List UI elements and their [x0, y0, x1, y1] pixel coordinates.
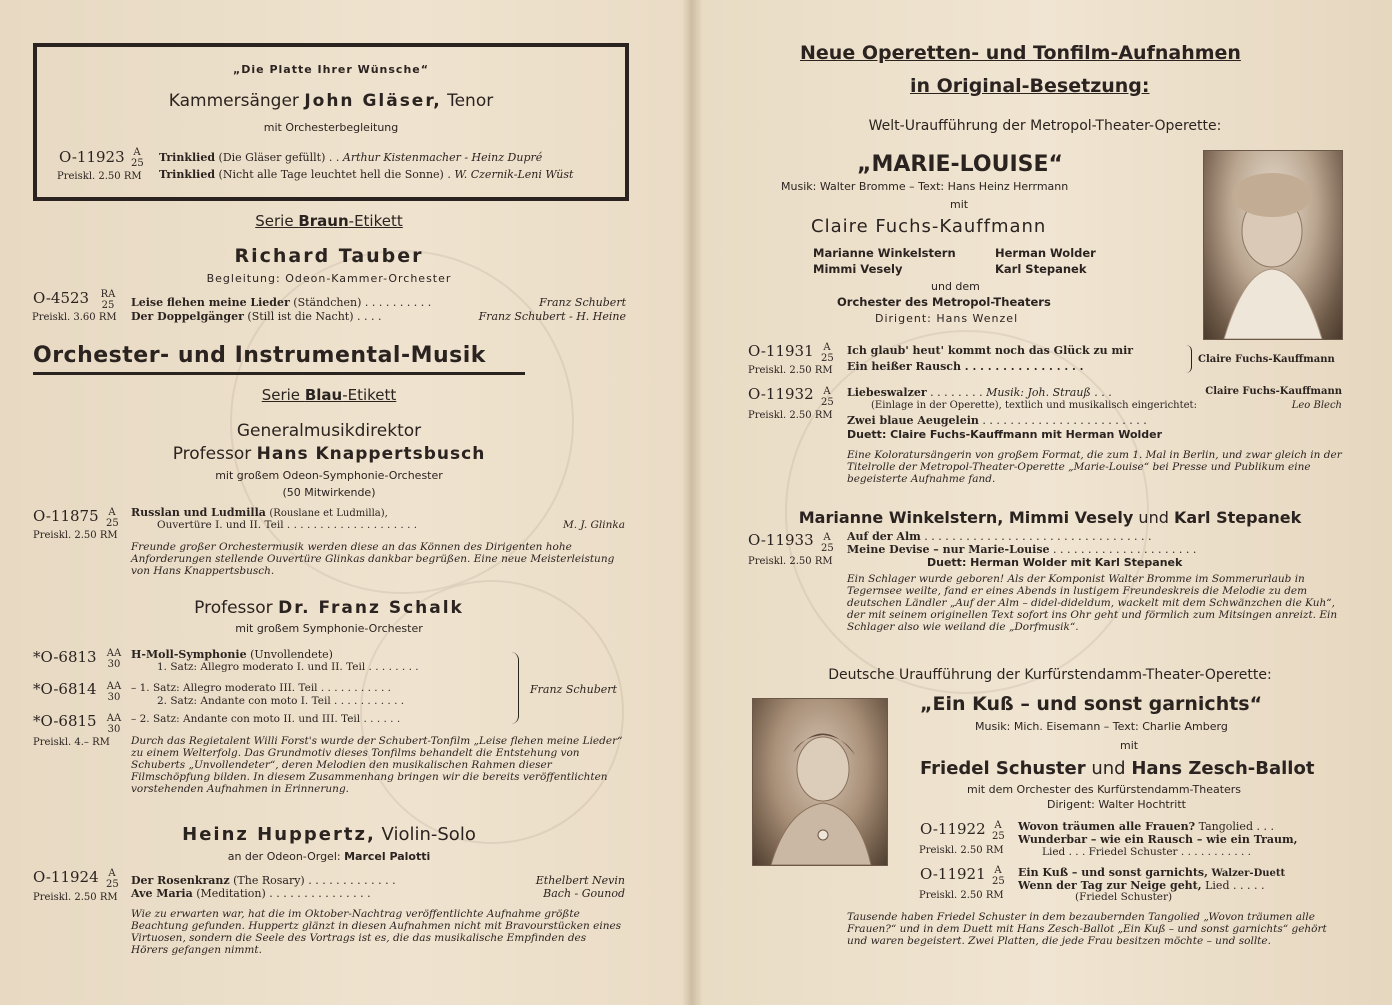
operetta-title-2: „Ein Kuß – und sonst garnichts“: [920, 693, 1263, 715]
und: und: [1091, 758, 1126, 779]
artist-suffix: Tenor: [447, 91, 494, 111]
track-title: Leise flehen meine Lieder: [131, 296, 290, 309]
schalk-name-line: [33, 598, 625, 618]
ek-description: Tausende haben Friedel Schuster in dem bezaubernden Tangolied „Wovon träumen alle Frauen?“ und in dem Duett mit Hans Zesch-Ballot „Ein Kuß – und sonst garnichts“ gehört und waren begeistert. Zwei Platten, die jede Frau besitzen möchte – und sollte.: [847, 911, 1327, 947]
organist-name: Marcel Palotti: [344, 850, 431, 863]
cast-2a: Mimmi Vesely: [813, 262, 903, 276]
track-title: Ein Kuß – und sonst garnichts,: [1018, 866, 1208, 879]
trio-name-last: Karl Stepanek: [1173, 508, 1302, 527]
track-title: Auf der Alm: [847, 530, 921, 543]
serie-prefix: Serie: [255, 212, 294, 230]
serie-suffix: -Etikett: [342, 386, 397, 404]
section-title: Orchester- und Instrumental-Musik: [33, 343, 525, 375]
label-code: A 25: [106, 507, 119, 529]
track-title: Trinklied: [159, 168, 216, 181]
portrait-illustration: [1204, 151, 1342, 339]
track-1: [1018, 866, 1285, 879]
huppertz-description: Wie zu erwarten war, hat die im Oktober-Nachtrag veröffentlichte Aufnahme größte Beachtung gefunden. Huppertz glänzt in diesen Aufnahmen nicht mit Bravourstücken eines Virtuosen, sondern die Seele des Vortrags ist es, die das musikalische Empfinden des Hörers gefangen nimmt.: [131, 908, 622, 956]
track-1: [1018, 820, 1274, 833]
catalog-number: O-11921: [920, 865, 986, 883]
operetta-title: „MARIE-LOUISE“: [857, 152, 1063, 177]
track-note: (The Rosary) . . . . . . . . . . . . .: [233, 874, 396, 887]
track-composer: Musik: Joh. Strauß . . .: [986, 386, 1112, 399]
track-1: [131, 506, 388, 519]
trio-names: Marianne Winkelstern, Mimmi Vesely: [798, 508, 1134, 527]
track-composer: Franz Schubert: [539, 296, 626, 309]
track-artist: Claire Fuchs-Kauffmann: [1198, 354, 1335, 365]
label-code: AA 30: [106, 713, 122, 735]
track-title: Ein heißer Rausch . . . . . . . . . . . . . . . .: [847, 360, 1084, 373]
duet-line: Duett: Herman Wolder mit Karl Stepanek: [927, 556, 1183, 569]
catalog-number: O-11931: [748, 342, 814, 360]
price-class: Preiskl. 2.50 RM: [33, 530, 118, 541]
und-dem: und dem: [931, 280, 980, 293]
intro-line-2: Deutsche Uraufführung der Kurfürstendamm-Theater-Operette:: [828, 667, 1272, 683]
operetta-orchestra-2: mit dem Orchester des Kurfürstendamm-Theaters: [967, 783, 1242, 796]
name-prefix: Professor: [194, 598, 273, 618]
arranger-name: Leo Blech: [1291, 400, 1342, 411]
serie-color: Blau: [304, 386, 343, 404]
artist-name: John Gläser,: [304, 91, 442, 111]
track-2-line2: (Friedel Schuster): [1075, 891, 1173, 903]
track-composer: Franz Schubert - H. Heine: [478, 310, 626, 323]
catalog-number: O-11923: [59, 148, 125, 166]
intro-line: Welt-Uraufführung der Metropol-Theater-Operette:: [868, 118, 1222, 134]
portrait-illustration: [753, 699, 887, 865]
star-name-2: Hans Zesch-Ballot: [1131, 758, 1315, 779]
box-title: „Die Platte Ihrer Wünsche“: [233, 63, 429, 76]
serie-color: Braun: [298, 212, 349, 230]
knapp-name-line: [33, 444, 625, 464]
schalk-track-2-line2: 2. Satz: Andante con moto I. Teil . . . . . . . . . . .: [157, 695, 405, 707]
catalog-number: O-11933: [748, 531, 814, 549]
catalog-number: O-11932: [748, 385, 814, 403]
serie-braun-heading: [33, 212, 625, 230]
background-illustration-2: [360, 580, 624, 844]
serie-blau-heading: [33, 386, 625, 404]
track-1-note: [871, 400, 1342, 411]
cast-1b: Herman Wolder: [995, 246, 1096, 260]
wish-record-box: [33, 43, 629, 201]
claire-description: Eine Koloratursängerin von großem Format, die zum 1. Mal in Berlin, und zwar gleich in der Titelrolle der Metropol-Theater-Operette „Marie-Louise“ bei Presse und Publikum eine begeisterte Aufnahme fand.: [847, 449, 1342, 485]
track-note: Lied . . . . .: [1205, 879, 1265, 892]
label-code: A 25: [992, 865, 1005, 887]
schalk-description: Durch das Regietalent Willi Forst's wurde der Schubert-Tonfilm „Leise flehen meine Lieder“ zu einem Welterfolg. Das Grundmotiv dieses Tonfilms behandelt die Entstehung von Schuberts „Unvollendeter“, deren Melodien den musikalischen Rahmen dieser Filmschöpfung bilden. In diesem Zusammenhang bringen wir die bereits veröffentlichten vorstehenden Aufnahmen in Erinnerung.: [131, 735, 623, 795]
track-dots: . . . . . . . . . . . . . . . . . . . . . . . . . . . . . . . . .: [924, 530, 1152, 543]
mit-text-2: mit: [1120, 739, 1139, 752]
price-class: Preiskl. 2.50 RM: [748, 556, 833, 567]
track-title: Ave Maria: [131, 887, 193, 900]
trio-heading: [755, 508, 1345, 527]
track-title: Russlan und Ludmilla: [131, 506, 266, 519]
portrait-friedel-schuster: [752, 698, 888, 866]
und: und: [1138, 508, 1169, 527]
track-note: (Ständchen) . . . . . . . . . .: [293, 296, 432, 309]
trio-description: Ein Schlager wurde geboren! Als der Komponist Walter Bromme im Sommerurlaub in Tegernsee weilte, fand er eines Abends in lustigem Freundeskreis die Melodie zu dem deutschen Ländler „Auf der Alm – didel-dideldum, wackelt mit dem Schwänzchen die Kuh“, der mit seinem originellen Text sofort ins Ohr geht und förmlich zum Mitsingen anreizt. Ein Schlager also wie weiland die „Dorfmusik“.: [847, 573, 1338, 633]
price-class: Preiskl. 2.50 RM: [919, 845, 1004, 856]
page-heading-1: Neue Operetten- und Tonfilm-Aufnahmen: [800, 42, 1241, 64]
track-dots: . . . . . . . . . . . . . . . . . . . . . . . .: [982, 414, 1147, 427]
right-page: [695, 0, 1392, 1005]
track-composer: Arthur Kistenmacher - Heinz Dupré: [342, 151, 543, 164]
star-name-1: Friedel Schuster: [920, 758, 1086, 779]
price-class: Preiskl. 2.50 RM: [33, 892, 118, 903]
conductor-line-2: Dirigent: Walter Hochtritt: [1047, 798, 1186, 811]
track-title: Zwei blaue Aeugelein: [847, 414, 979, 427]
price-class: Preiskl. 3.60 RM: [32, 312, 117, 323]
track-2: [131, 887, 625, 900]
knapp-title: Generalmusikdirektor: [236, 421, 422, 441]
star-name: Claire Fuchs-Kauffmann: [811, 216, 1047, 237]
track-title: Wenn der Tag zur Neige geht,: [1018, 879, 1202, 892]
track-1-line2: [157, 519, 625, 531]
label-code: AA 30: [106, 648, 122, 670]
track-title: Liebeswalzer: [847, 386, 927, 399]
label-code: A 25: [821, 386, 834, 408]
conductor-name: Hans Knappertsbusch: [256, 444, 486, 464]
knapp-description: Freunde großer Orchestermusik werden diese an das Können des Dirigenten hohe Anforderungen stellende Ouvertüre Glinkas dankbar begrüßen. Eine neue Meisterleistung von Hans Knappertsbusch.: [131, 541, 615, 577]
track-note: (Rouslane et Ludmilla),: [269, 508, 388, 519]
label-code: RA 25: [100, 289, 116, 311]
track-dots: . . . . . . . . . . . . . . . . . . . . .: [1053, 543, 1197, 556]
track-1: [159, 151, 542, 164]
tauber-accomp: Begleitung: Odeon-Kammer-Orchester: [206, 272, 452, 285]
catalog-number: *O-6815: [33, 712, 97, 730]
tauber-name: Richard Tauber: [234, 245, 424, 267]
track-title: Der Doppelgänger: [131, 310, 244, 323]
track-2-line2: Lied . . . Friedel Schuster . . . . . . . . . . .: [1042, 846, 1252, 858]
schalk-composer: Franz Schubert: [530, 683, 617, 696]
brace: [510, 652, 519, 724]
price-class: Preiskl. 2.50 RM: [57, 171, 142, 182]
track-2: [159, 168, 573, 181]
label-code: AA 30: [106, 681, 122, 703]
knapp-orchestra: mit großem Odeon-Symphonie-Orchester: [215, 469, 443, 482]
track-1: Ich glaub' heut' kommt noch das Glück zu mir: [847, 344, 1134, 357]
huppertz-accomp: [33, 850, 625, 863]
portrait-claire-fuchs-kauffmann: [1203, 150, 1343, 340]
track-note: (Unvollendete): [250, 648, 333, 661]
huppertz-name-line: [33, 824, 625, 845]
box-accomp: mit Orchesterbegleitung: [263, 121, 399, 134]
track-2: [847, 360, 1084, 373]
left-page: [0, 0, 690, 1005]
track-composer: M. J. Glinka: [563, 519, 625, 531]
track-dots: . . . . . . . .: [930, 386, 983, 399]
track-1: [131, 874, 625, 887]
catalog-number: *O-6814: [33, 680, 97, 698]
name-prefix: Professor: [172, 444, 252, 464]
track-title: Der Rosenkranz: [131, 874, 230, 887]
price-class: Preiskl. 4.– RM: [33, 737, 110, 748]
label-code: A 25: [821, 342, 834, 364]
track-composer: Bach - Gounod: [543, 887, 625, 900]
label-code: A 25: [821, 532, 834, 554]
label-code: A 25: [992, 820, 1005, 842]
track-title: Trinklied: [159, 151, 216, 164]
track-title: H-Moll-Symphonie: [131, 648, 247, 661]
track-composer: Ethelbert Nevin: [535, 874, 625, 887]
track-1: [847, 386, 1342, 399]
track-note: (Still ist die Nacht) . . . .: [247, 310, 382, 323]
serie-prefix: Serie: [261, 386, 301, 404]
track-artist: Claire Fuchs-Kauffmann: [1205, 386, 1342, 397]
price-class: Preiskl. 2.50 RM: [748, 410, 833, 421]
schalk-orchestra: mit großem Symphonie-Orchester: [235, 622, 423, 635]
label-code: A 25: [131, 147, 144, 169]
orchestra-name: Orchester des Metropol-Theaters: [837, 295, 1051, 309]
track-title: Meine Devise – nur Marie-Louise: [847, 543, 1050, 556]
label-code: A 25: [106, 868, 119, 890]
knapp-count: (50 Mitwirkende): [282, 486, 376, 499]
track-title: Wovon träumen alle Frauen?: [1018, 820, 1196, 833]
duet-line: Duett: Claire Fuchs-Kauffmann mit Herman Wolder: [847, 428, 1163, 441]
track-note: Tangolied . . .: [1198, 820, 1274, 833]
catalog-number: O-11875: [33, 507, 99, 525]
track-2: Wunderbar – wie ein Rausch – wie ein Traum,: [1018, 833, 1298, 846]
track-2: [847, 414, 1147, 427]
track-2: [847, 543, 1196, 556]
serie-suffix: -Etikett: [348, 212, 403, 230]
schalk-track-1: [131, 648, 333, 661]
schalk-track-3: – 2. Satz: Andante con moto II. und III. Teil . . . . . .: [131, 713, 401, 725]
cast-1a: Marianne Winkelstern: [813, 246, 956, 260]
track-note: (Einlage in der Operette), textlich und musikalisch eingerichtet:: [871, 400, 1197, 411]
mit-text: mit: [950, 198, 969, 211]
schalk-track-2: – 1. Satz: Allegro moderato III. Teil . . . . . . . . . . .: [131, 682, 391, 694]
conductor-name: Dr. Franz Schalk: [278, 598, 464, 618]
operetta-credit: Musik: Walter Bromme – Text: Hans Heinz Herrmann: [781, 180, 1069, 193]
track-note: Walzer-Duett: [1211, 868, 1286, 879]
artist-name: Heinz Huppertz,: [182, 824, 376, 845]
artist-suffix: Violin-Solo: [381, 824, 476, 845]
track-note: (Nicht alle Tage leuchtet hell die Sonne) .: [218, 168, 451, 181]
page-heading-2: in Original-Besetzung:: [910, 75, 1150, 97]
brace: [1185, 345, 1192, 373]
track-1: [131, 296, 626, 309]
artist-prefix: Kammersänger: [168, 91, 299, 111]
catalog-number: O-4523: [33, 289, 90, 307]
price-class: Preiskl. 2.50 RM: [919, 890, 1004, 901]
track-2: [131, 310, 626, 323]
operetta-credit-2: Musik: Mich. Eisemann – Text: Charlie Amberg: [975, 720, 1228, 733]
catalog-number: O-11922: [920, 820, 986, 838]
track-note: (Die Gläser gefüllt) . .: [218, 151, 340, 164]
conductor-line: Dirigent: Hans Wenzel: [875, 312, 1019, 325]
accomp-prefix: an der Odeon-Orgel:: [227, 850, 341, 863]
track-composer: W. Czernik-Leni Wüst: [454, 168, 574, 181]
track-note: Ouvertüre I. und II. Teil . . . . . . . . . . . . . . . . . . . .: [157, 519, 418, 531]
box-artist: [37, 91, 625, 111]
track-1: [847, 530, 1152, 543]
cast-2b: Karl Stepanek: [995, 262, 1087, 276]
track-note: (Meditation) . . . . . . . . . . . . . . .: [196, 887, 371, 900]
catalog-number: O-11924: [33, 868, 99, 886]
stars-line: [920, 758, 1314, 779]
catalog-number: *O-6813: [33, 648, 97, 666]
price-class: Preiskl. 2.50 RM: [748, 365, 833, 376]
schalk-track-1-line2: 1. Satz: Allegro moderato I. und II. Teil . . . . . . . .: [157, 661, 419, 673]
